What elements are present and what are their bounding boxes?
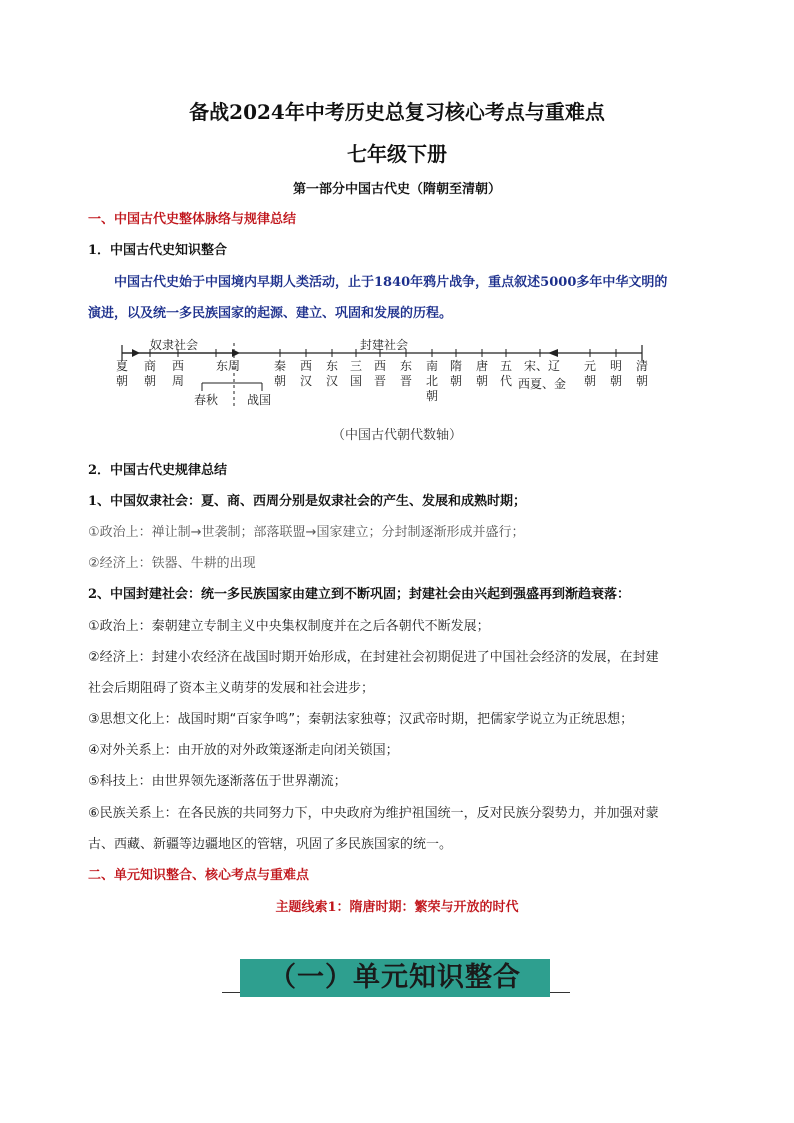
feudal-politics: ①政治上：秦朝建立专制主义中央集权制度并在之后各朝代不断发展； bbox=[88, 619, 490, 634]
dynasty-label: 唐朝 bbox=[476, 359, 489, 388]
dynasty-label: 隋朝 bbox=[450, 359, 463, 388]
dynasty-label: 东汉 bbox=[326, 359, 339, 388]
dynasty-label: 东晋 bbox=[400, 359, 413, 388]
feudal-culture: ③思想文化上：战国时期“百家争鸣”；秦朝法家独尊；汉武帝时期，把儒家学说立为正统思想； bbox=[88, 712, 634, 727]
feudal-society-label: 封建社会 bbox=[360, 338, 409, 352]
dynasty-label: 西汉 bbox=[300, 359, 313, 388]
dynasty-label: 秦朝 bbox=[274, 359, 287, 388]
dynasty-label: 宋、辽西夏、金 bbox=[518, 359, 567, 391]
dynasty-label: 西周 bbox=[172, 359, 185, 388]
dynasty-label: 东周 bbox=[216, 359, 241, 373]
theme-clue: 主题线索1：隋唐时期：繁荣与开放的时代 bbox=[275, 900, 519, 915]
part-title: 第一部分中国古代史（隋朝至清朝） bbox=[292, 182, 501, 197]
section-heading-2: 二、单元知识整合、核心考点与重难点 bbox=[88, 868, 310, 883]
dynasty-label: 元朝 bbox=[584, 359, 597, 388]
slave-society-heading: 1、中国奴隶社会：夏、商、西周分别是奴隶社会的产生、发展和成熟时期； bbox=[88, 494, 527, 509]
dynasty-label: 南北朝 bbox=[426, 359, 439, 403]
dynasty-timeline bbox=[110, 335, 670, 415]
feudal-technology: ⑤科技上：由世界领先逐渐落伍于世界潮流； bbox=[88, 774, 347, 789]
slave-economy: ②经济上：铁器、牛耕的出现 bbox=[88, 556, 256, 571]
dynasty-label: 三国 bbox=[350, 359, 363, 388]
intro-line-1: 中国古代史始于中国境内早期人类活动，止于1840年鸦片战争，重点叙述5000多年中华文明的 bbox=[114, 275, 668, 290]
feudal-society-heading: 2、中国封建社会：统一多民族国家由建立到不断巩固；封建社会由兴起到强盛再到渐趋衰落： bbox=[88, 587, 631, 602]
feudal-economy-line-2: 社会后期阻碍了资本主义萌芽的发展和社会进步； bbox=[88, 681, 375, 696]
intro-line-2: 演进，以及统一多民族国家的起源、建立、巩固和发展的历程。 bbox=[88, 306, 453, 321]
section-heading-1: 一、中国古代史整体脉络与规律总结 bbox=[88, 212, 297, 227]
slave-politics: ①政治上：禅让制→世袭制；部落联盟→国家建立；分封制逐渐形成并盛行； bbox=[88, 525, 525, 540]
dynasty-label: 清朝 bbox=[636, 359, 649, 388]
dynasty-label: 夏朝 bbox=[116, 359, 129, 388]
document-title: 备战2024年中考历史总复习核心考点与重难点 bbox=[189, 100, 605, 124]
dynasty-label: 五代 bbox=[500, 359, 513, 388]
grade-title: 七年级下册 bbox=[347, 142, 447, 166]
dynasty-label: 商朝 bbox=[144, 359, 157, 388]
subheading-2: 2．中国古代史规律总结 bbox=[88, 463, 228, 478]
timeline-caption: （中国古代朝代数轴） bbox=[331, 428, 462, 443]
zhanguo-label: 战国 bbox=[247, 393, 272, 407]
feudal-economy-line-1: ②经济上：封建小农经济在战国时期开始形成，在封建社会初期促进了中国社会经济的发展，在封建 bbox=[88, 650, 659, 665]
subheading-1: 1．中国古代史知识整合 bbox=[88, 243, 228, 258]
feudal-ethnic-line-2: 古、西藏、新疆等边疆地区的管辖，巩固了多民族国家的统一。 bbox=[88, 837, 453, 852]
dynasty-label: 西晋 bbox=[374, 359, 387, 388]
dynasty-label: 明朝 bbox=[610, 359, 623, 388]
slave-society-label: 奴隶社会 bbox=[150, 338, 199, 352]
unit-banner-text: （一）单元知识整合 bbox=[269, 962, 521, 993]
chunqiu-label: 春秋 bbox=[194, 393, 219, 407]
feudal-ethnic-line-1: ⑥民族关系上：在各民族的共同努力下，中央政府为维护祖国统一，反对民族分裂势力，并加强对蒙 bbox=[88, 806, 659, 821]
feudal-foreign-relations: ④对外关系上：由开放的对外政策逐渐走向闭关锁国； bbox=[88, 743, 399, 758]
unit-banner bbox=[240, 959, 550, 997]
